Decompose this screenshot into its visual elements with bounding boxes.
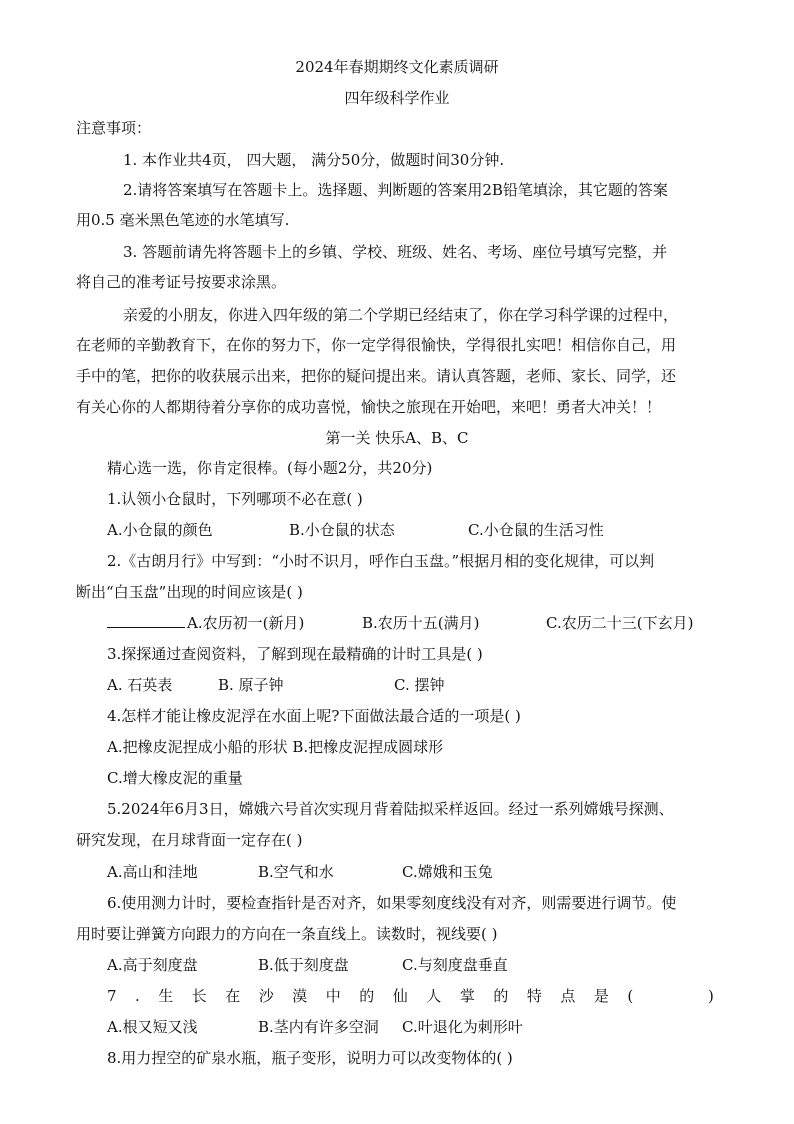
q6-option-b: B.低于刻度盘 (258, 956, 349, 974)
answer-blank[interactable] (107, 613, 185, 628)
q3-option-b: B. 原子钟 (218, 676, 284, 694)
notes-heading: 注意事项： (76, 119, 152, 137)
q1-option-b: B.小仓鼠的状态 (289, 521, 395, 539)
q2-option-a-text: A.农历初一(新月) (187, 614, 305, 632)
question-2-line1: 2.《古朗月行》中写到：“小时不识月，呼作白玉盘。”根据月相的变化规律，可以判 (107, 552, 655, 570)
question-3: 3.探探通过查阅资料，了解到现在最精确的计时工具是( ) (107, 645, 483, 663)
q4-options-ab: A.把橡皮泥捏成小船的形状 B.把橡皮泥捏成圆球形 (107, 738, 444, 756)
intro-line-3: 手中的笔，把你的收获展示出来，把你的疑问提出来。请认真答题，老师、家长、同学，还 (76, 367, 677, 385)
question-2-line2: 断出“白玉盘”出现的时间应该是( ) (76, 583, 303, 601)
q1-option-a: A.小仓鼠的颜色 (107, 521, 213, 539)
question-5-line2: 研究发现，在月球背面一定存在( ) (76, 831, 303, 849)
intro-line-1: 亲爱的小朋友，你进入四年级的第二个学期已经结束了，你在学习科学课的过程中， (123, 306, 679, 324)
note-item-3-line2: 将自己的准考证号按要求涂黑。 (76, 273, 287, 291)
intro-line-2: 在老师的辛勤教育下，在你的努力下，你一定学得很愉快，学得很扎实吧！相信你自己，用 (76, 336, 677, 354)
exam-title: 2024年春期期终文化素质调研 (295, 58, 499, 76)
q4-option-c: C.增大橡皮泥的重量 (107, 769, 243, 787)
question-8: 8.用力捏空的矿泉水瓶，瓶子变形，说明力可以改变物体的( ) (107, 1049, 513, 1067)
note-item-1: 1. 本作业共4页， 四大题， 满分50分，做题时间30分钟. (123, 151, 505, 169)
q3-option-c: C. 摆钟 (394, 676, 445, 694)
intro-line-4: 有关心你的人都期待着分享你的成功喜悦，愉快之旅现在开始吧，来吧！勇者大冲关！！ (76, 398, 662, 416)
q5-option-a: A.高山和洼地 (107, 863, 198, 881)
q5-option-c: C.嫦娥和玉兔 (402, 863, 493, 881)
note-item-3-line1: 3. 答题前请先将答题卡上的乡镇、学校、班级、姓名、考场、座位号填写完整，并 (123, 243, 668, 261)
question-7-close: ) (708, 987, 714, 1005)
q2-option-c: C.农历二十三(下玄月) (546, 614, 694, 632)
section-instruction: 精心选一选，你肯定很棒。(每小题2分，共20分) (107, 459, 433, 477)
q6-option-c: C.与刻度盘垂直 (402, 956, 508, 974)
note-item-2-line1: 2.请将答案填写在答题卡上。选择题、判断题的答案用2B铅笔填涂，其它题的答案 (123, 181, 668, 199)
q2-option-a (107, 613, 304, 633)
q1-option-c: C.小仓鼠的生活习性 (468, 521, 604, 539)
question-1: 1.认领小仓鼠时，下列哪项不必在意( ) (107, 490, 363, 508)
q5-option-b: B.空气和水 (258, 863, 334, 881)
q7-option-a: A.根又短又浅 (107, 1018, 198, 1036)
question-6-line1: 6.使用测力计时，要检查指针是否对齐，如果零刻度线没有对齐，则需要进行调节。使 (107, 894, 677, 912)
question-5-line1: 5.2024年6月3日，嫦娥六号首次实现月背着陆拟采样返回。经过一系列嫦娥号探测、 (107, 800, 674, 818)
question-7: 7.生长在沙漠中的仙人掌的特点是( (107, 987, 652, 1005)
q6-option-a: A.高于刻度盘 (107, 956, 198, 974)
q7-option-c: C.叶退化为刺形叶 (402, 1018, 523, 1036)
exam-subtitle: 四年级科学作业 (344, 89, 450, 107)
section-title: 第一关 快乐A、B、C (325, 429, 469, 447)
question-6-line2: 用时要让弹簧方向跟力的方向在一条直线上。读数时，视线要( ) (76, 925, 498, 943)
question-4: 4.怎样才能让橡皮泥浮在水面上呢?下面做法最合适的一项是( ) (107, 707, 521, 725)
q2-option-b: B.农历十五(满月) (362, 614, 480, 632)
q3-option-a: A. 石英表 (107, 676, 173, 694)
note-item-2-line2: 用0.5 毫米黑色笔迹的水笔填写. (76, 211, 290, 229)
q7-option-b: B.茎内有许多空洞 (258, 1018, 379, 1036)
